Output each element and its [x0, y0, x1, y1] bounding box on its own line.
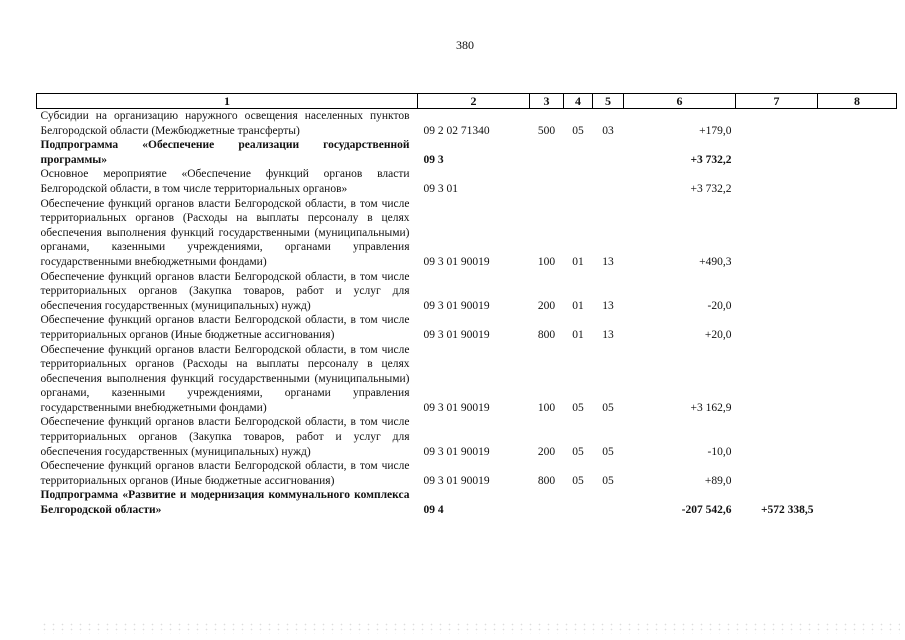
row-col4-cell: 05 [572, 474, 584, 487]
row-col5-cell [593, 138, 624, 167]
table-row [37, 197, 897, 270]
row-col6-cell: +179,0 [699, 124, 732, 137]
row-code-cell: 09 3 01 90019 [423, 328, 490, 341]
row-code-cell: 09 3 01 90019 [423, 401, 490, 414]
table-row [37, 313, 897, 342]
row-name-cell: Обеспечение функций органов власти Белгородской области, в том числе территориальных органов (Закупка товаров, работ и услуг для обеспечения государственных (муниципальных) нужд) [40, 270, 410, 312]
row-col4-cell [564, 488, 593, 517]
column-header-1: 1 [37, 94, 418, 109]
row-code-cell: 09 3 01 90019 [423, 255, 490, 268]
row-col4-cell: 01 [572, 328, 584, 341]
row-code-cell: 09 3 01 [423, 182, 458, 195]
row-col7-cell: +572 338,5 [760, 504, 814, 517]
row-name-cell: Обеспечение функций органов власти Белгородской области, в том числе территориальных органов (Иные бюджетные ассигнования) [40, 314, 410, 341]
row-col5-cell: 05 [602, 401, 614, 414]
column-header-8: 8 [818, 94, 897, 109]
row-code-cell: 09 3 01 90019 [423, 474, 490, 487]
row-col8-cell [818, 270, 897, 314]
row-col5-cell [593, 488, 624, 517]
row-col7-cell [736, 313, 818, 342]
row-col7-cell [736, 343, 818, 416]
column-header-7: 7 [736, 94, 818, 109]
row-col5-cell [593, 167, 624, 196]
row-col6-cell: +490,3 [699, 255, 732, 268]
row-col8-cell [818, 313, 897, 342]
row-col4-cell [564, 167, 593, 196]
row-col8-cell [818, 109, 897, 139]
row-col8-cell [818, 488, 897, 517]
row-name-cell: Субсидии на организацию наружного освещения населенных пунктов Белгородской области (Межбюджетные трансферты) [40, 110, 410, 137]
row-col5-cell: 05 [602, 445, 614, 458]
row-col5-cell: 13 [602, 255, 614, 268]
row-col3-cell [530, 488, 564, 517]
row-col3-cell [530, 138, 564, 167]
table-row [37, 270, 897, 314]
row-col7-cell [736, 270, 818, 314]
row-col3-cell: 200 [537, 299, 556, 312]
row-col6-cell: +89,0 [704, 474, 732, 487]
column-header-6: 6 [624, 94, 736, 109]
page-number: 380 [456, 38, 474, 52]
budget-table [36, 93, 897, 518]
table-row [37, 415, 897, 459]
row-col6-cell: -10,0 [707, 445, 732, 458]
row-col5-cell: 03 [602, 124, 614, 137]
table-body [37, 109, 897, 518]
row-col3-cell: 100 [537, 401, 556, 414]
table-row [37, 343, 897, 416]
row-col3-cell: 800 [537, 474, 556, 487]
table-row [37, 138, 897, 167]
row-col3-cell: 200 [537, 445, 556, 458]
row-code-cell: 09 3 01 90019 [423, 299, 490, 312]
row-col6-cell: +3 162,9 [690, 401, 732, 414]
row-col6-cell: +20,0 [704, 328, 732, 341]
row-col8-cell [818, 343, 897, 416]
row-code-cell: 09 3 [423, 153, 444, 166]
row-col7-cell [736, 415, 818, 459]
row-col7-cell [736, 138, 818, 167]
table-row [37, 459, 897, 488]
column-header-3: 3 [530, 94, 564, 109]
row-col4-cell: 01 [572, 255, 584, 268]
row-col7-cell [736, 459, 818, 488]
row-name-cell: Обеспечение функций органов власти Белгородской области, в том числе территориальных органов (Закупка товаров, работ и услуг для обеспечения государственных (муниципальных) нужд) [40, 416, 410, 458]
row-col6-cell: +3 732,2 [690, 182, 732, 195]
row-col8-cell [818, 197, 897, 270]
row-col4-cell: 05 [572, 445, 584, 458]
row-name-cell: Подпрограмма «Развитие и модернизация коммунального комплекса Белгородской области» [40, 489, 410, 517]
row-code-cell: 09 4 [423, 504, 444, 517]
row-name-cell: Основное мероприятие «Обеспечение функций органов власти Белгородской области, в том числе территориальных органов» [40, 168, 410, 195]
row-col6-cell: -20,0 [707, 299, 732, 312]
row-name-cell: Обеспечение функций органов власти Белгородской области, в том числе территориальных органов (Расходы на выплаты персоналу в целях обеспечения выполнения функций государственными (муниципальными) органами, казенными учреждениями, органами управления государственными внебюджетными фондами) [40, 197, 410, 268]
column-header-5: 5 [593, 94, 624, 109]
row-col4-cell [564, 138, 593, 167]
row-name-cell: Подпрограмма «Обеспечение реализации государственной программы» [40, 139, 410, 166]
row-name-cell: Обеспечение функций органов власти Белгородской области, в том числе территориальных органов (Иные бюджетные ассигнования) [40, 460, 410, 487]
row-col3-cell: 100 [537, 255, 556, 268]
row-name-cell: Обеспечение функций органов власти Белгородской области, в том числе территориальных органов (Расходы на выплаты персоналу в целях обеспечения выполнения функций государственными (муниципальными) органами, казенными учреждениями, органами управления государственными внебюджетными фондами) [40, 343, 410, 414]
row-code-cell: 09 3 01 90019 [423, 445, 490, 458]
row-col3-cell: 800 [537, 328, 556, 341]
column-header-2: 2 [418, 94, 530, 109]
row-col5-cell: 13 [602, 328, 614, 341]
row-col8-cell [818, 459, 897, 488]
scan-noise [40, 622, 900, 634]
row-col5-cell: 05 [602, 474, 614, 487]
row-col4-cell: 05 [572, 124, 584, 137]
row-col8-cell [818, 415, 897, 459]
row-col7-cell [736, 109, 818, 139]
row-col8-cell [818, 138, 897, 167]
row-col8-cell [818, 167, 897, 196]
row-col7-cell [736, 197, 818, 270]
row-col6-cell: -207 542,6 [681, 504, 732, 517]
row-col6-cell: +3 732,2 [690, 153, 732, 166]
row-code-cell: 09 2 02 71340 [423, 124, 490, 137]
table-row [37, 488, 897, 517]
row-col3-cell [530, 167, 564, 196]
column-header-4: 4 [564, 94, 593, 109]
row-col5-cell: 13 [602, 299, 614, 312]
table-row [37, 109, 897, 139]
row-col3-cell: 500 [537, 124, 556, 137]
table-header-row [37, 94, 897, 109]
row-col7-cell [736, 167, 818, 196]
row-col4-cell: 05 [572, 401, 584, 414]
table-row [37, 167, 897, 196]
row-col4-cell: 01 [572, 299, 584, 312]
